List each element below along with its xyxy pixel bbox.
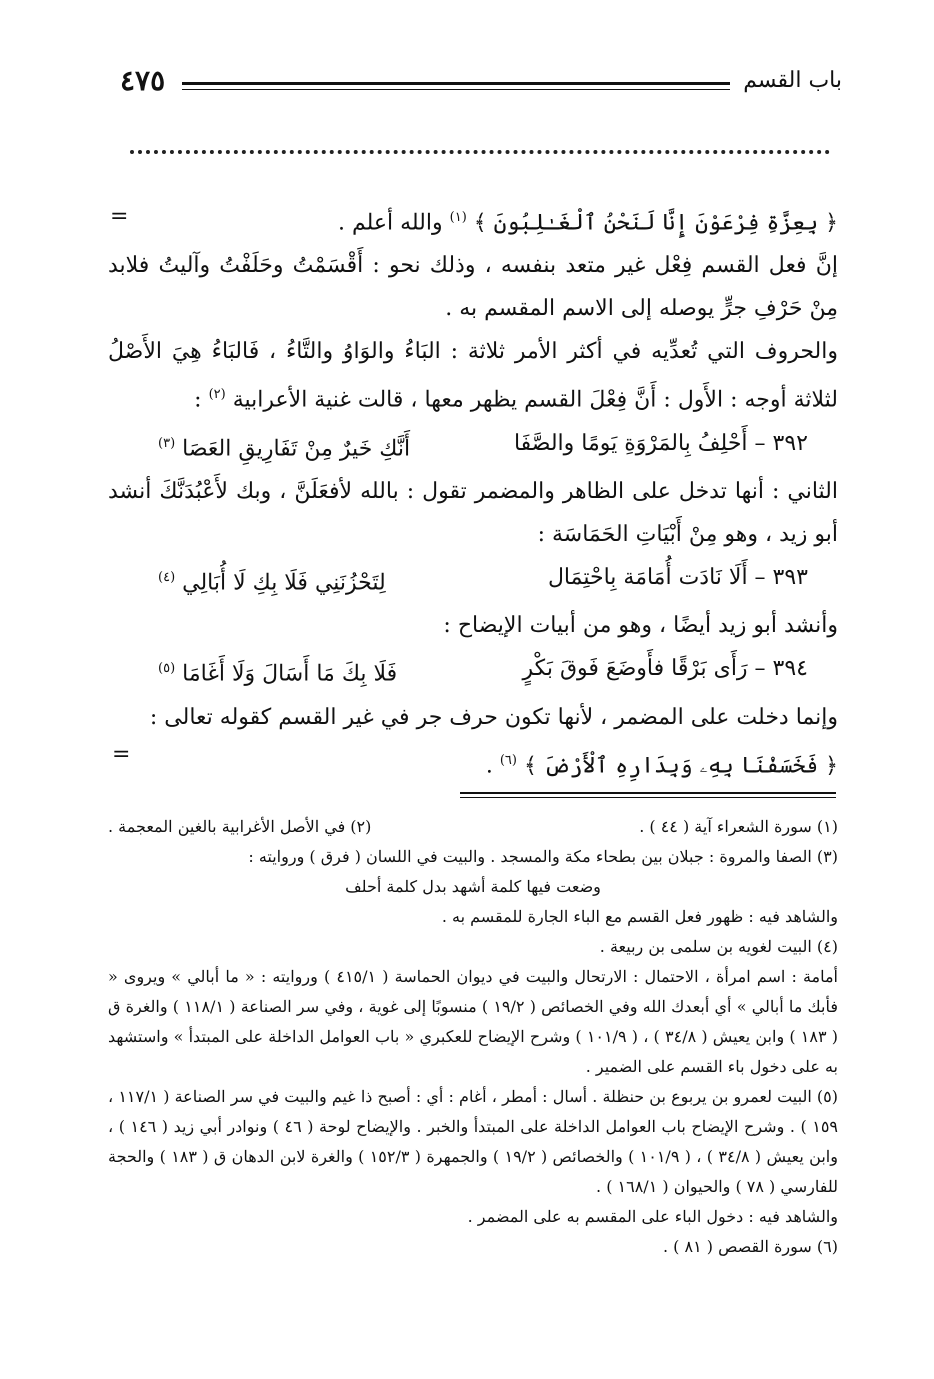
verse-394 (108, 647, 838, 695)
main-text (108, 196, 838, 787)
verse-393-second-text: لِتَحْزُنَنِي فَلَا بِكِ لَا أُبَالِي (182, 570, 386, 596)
closing-phrase: والله أعلم . (337, 210, 443, 236)
paragraph-3: الثاني : أنها تدخل على الظاهر والمضمر تقول : بالله لأفعَلَنَّ ، وبك لأَعْبُدَنَّكَ أنشد أبو زيد ، وهو مِنْ أَبْيَاتِ الحَمَاسَة : (108, 478, 838, 547)
paragraph-4: وأنشد أبو زيد أيضًا ، وهو من أبيات الإيضاح : (443, 613, 838, 639)
page-header (112, 62, 842, 102)
footnote-row-1-2 (108, 812, 838, 842)
verse-393-second-hemistich (158, 556, 386, 604)
footnote-4-detail: أمامة : اسم امرأة ، الاحتمال : الارتحال والبيت في ديوان الحماسة ( ٤١٥/١ ) وروايته : « ما أبالي » ويروى « فأبك ما أبالي » أي أبعدك الله وفي الخصائص ( ١٩/٢ ) منسوبًا إلى غوية ، وفي سر الصناعة ( ١١٨/١ ) والغرة ق ( ١٨٣ ) وابن يعيش ( ٣٤/٨ ) ، ( ١٠١/٩ ) وشرح الإيضاح للعكبري « باب العوامل الداخلة على المبتدأ » واستشهد به على دخول باء القسم على الضمير . (108, 967, 839, 1076)
paragraph-2-text: والحروف التي تُعدِّيه في أكثر الأمر ثلاثة : البَاءُ والوَاوُ والتَّاءُ ، فَالبَاءُ هِيَ الأَصْلُ لثلاثة أوجه : الأَول : أَنَّ فِعْلَ القسم يظهر معها ، قالت غنية الأعرابية (108, 339, 838, 413)
footnote-5-witness: والشاهد فيه : دخول الباء على المقسم به على المضمر . (467, 1207, 838, 1226)
footnote-ref-4: (٤) (158, 569, 176, 585)
verse-392 (108, 422, 838, 470)
quran-last-end: . (485, 752, 493, 778)
verse-392-first-hemistich: ٣٩٢ – أَحْلِفُ بِالمَرْوَةِ يَومًا والصَّفَا (513, 430, 808, 456)
page-number: ٤٧٥ (120, 64, 166, 97)
footnote-rule (460, 792, 836, 794)
footnote-ref-3: (٣) (158, 435, 176, 451)
footnote-4: (٤) البيت لغويه بن سلمى بن ربيعة . (599, 937, 838, 956)
paragraph-2-end: : (194, 387, 202, 413)
verse-392-second-text: أَنَّكِ خَيرٌ مِنْ تَفَارِيقِ العَصَا (182, 435, 411, 461)
footnote-6: (٦) سورة القصص ( ٨١ ) . (662, 1237, 838, 1256)
footnote-rule-thin (460, 797, 836, 798)
footnote-ref-2: (٢) (208, 387, 226, 403)
quran-verse: ﴿ بِعِزَّةِ فِرْعَوْنَ إِنَّا لَنَحْنُ ٱلْغَـٰلِبُونَ ﴾ (473, 210, 838, 236)
running-title: باب القسم (743, 68, 842, 93)
header-rule-thin (182, 89, 730, 90)
paragraph-5: وإنما دخلت على المضمر ، لأنها تكون حرف جر في غير القسم كقوله تعالى : (149, 704, 838, 730)
footnote-5: (٥) البيت لعمرو بن يربوع بن حنظلة . أسال : أمطر ، أغام : أي : أصبح ذا غيم والبيت في سر الصناعة ( ١١٧/١ ، ١٥٩ ) . وشرح الإيضاح باب العوامل الداخلة على المبتدأ والخبر . والإيضاح لوحة ( ٤٦ ) ونوادر أبي زيد ( ١٤٦ ) ، وابن يعيش ( ٣٤/٨ ) ، ( ١٠١/٩ ) والخصائص ( ١٩/٢ ) والجمهرة ( ١٥٢/٣ ) والغرة لابن الدهان ق ( ١٨٣ ) والحجة للفارسي ( ٧٨ ) والحيوان ( ١٦٨/١ ) . (108, 1087, 839, 1196)
footnote-ref-5: (٥) (158, 661, 176, 677)
verse-392-second-hemistich (158, 422, 410, 470)
footnote-1: (١) سورة الشعراء آية ( ٤٤ ) . (639, 817, 838, 836)
quran-line-1 (108, 196, 838, 244)
footnote-3-witness: والشاهد فيه : ظهور فعل القسم مع الباء الجارة للمقسم به . (441, 907, 838, 926)
paragraph-1: إنَّ فعل القسم فِعْل غير متعد بنفسه ، وذلك نحو : أَقْسَمْتُ وحَلَفْتُ وآليتُ فلابد مِنْ حَرْفِ جرٍّ يوصله إلى الاسم المقسم به . (108, 253, 838, 322)
header-rule (182, 82, 730, 85)
verse-394-second-text: فَلَا بِكَ مَا أَسَالَ وَلَا أَغَامَا (182, 661, 398, 687)
dotted-divider (130, 150, 830, 154)
verse-393 (108, 556, 838, 604)
footnotes (108, 812, 838, 1262)
footnote-ref-1: (١) (449, 210, 467, 225)
footnote-3-quote: وضعت فيها كلمة أشهد بدل كلمة أحلف (345, 877, 601, 896)
quran-line-last (108, 739, 838, 787)
footnote-3: (٣) الصفا والمروة : جبلان بين بطحاء مكة والمسجد . والبيت في اللسان ( فرق ) وروايته : (248, 847, 838, 866)
verse-394-second-hemistich (158, 647, 397, 695)
footnote-ref-6: (٦) (499, 752, 517, 768)
verse-394-first-hemistich: ٣٩٤ – رَأَى بَرْقًا فأَوضَعَ فَوقَ بَكْرٍ (522, 656, 808, 682)
footnote-2: (٢) في الأصل الأغرابية بالغين المعجمة . (108, 817, 372, 836)
quran-verse-last: ﴿ فَخَسَفْنَا بِهِۦ وَبِدَارِهِ ٱلْأَرْضَ ﴾ (523, 752, 838, 778)
continuation-mark-bottom: = (112, 742, 131, 767)
paragraph-2 (108, 330, 838, 421)
verse-393-first-hemistich: ٣٩٣ – أَلَا نَادَت أُمَامَة بِاحْتِمَال (547, 564, 808, 590)
continuation-mark-top: = (110, 204, 129, 229)
